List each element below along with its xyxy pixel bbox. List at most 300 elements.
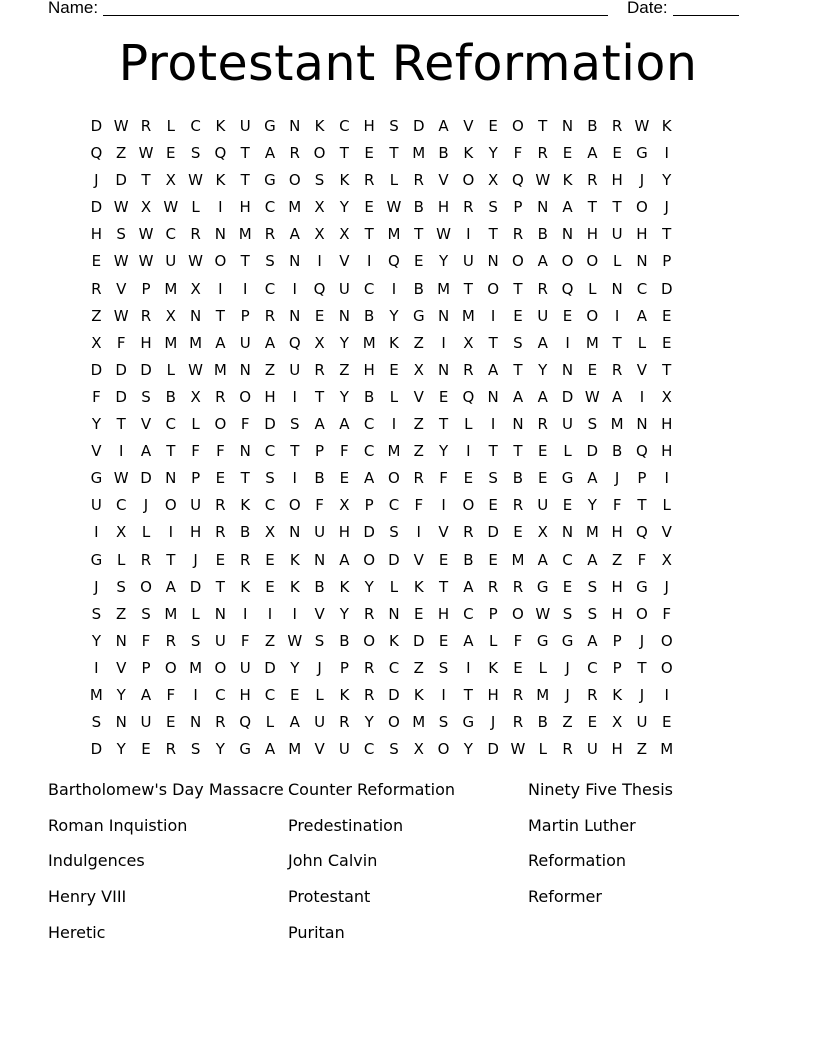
grid-letter: O (512, 252, 524, 271)
grid-letter: H (140, 333, 152, 352)
grid-letter: W (535, 171, 551, 190)
grid-letter: N (115, 713, 127, 732)
grid-letter: G (561, 469, 574, 488)
grid-letter: W (535, 604, 551, 623)
grid-letter: H (586, 225, 598, 244)
grid-letter: B (537, 713, 548, 732)
grid-letter: O (660, 631, 673, 650)
grid-letter: R (413, 171, 424, 190)
grid-letter: O (388, 469, 400, 488)
grid-letter: S (190, 144, 201, 163)
grid-letter: F (166, 685, 176, 704)
grid-letter: E (538, 469, 548, 488)
grid-letter: B (165, 387, 176, 406)
grid-letter: A (438, 117, 449, 135)
grid-letter: R (463, 198, 474, 217)
grid-letter: O (437, 740, 450, 759)
grid-letter: S (562, 604, 573, 623)
grid-letter: F (439, 469, 448, 488)
grid-letter: I (441, 496, 446, 515)
grid-letter: S (438, 713, 449, 732)
grid-letter: R (264, 225, 276, 244)
grid-letter: C (190, 117, 201, 135)
grid-letter: Y (438, 442, 449, 461)
grid-letter: C (264, 198, 276, 217)
grid-letter: I (366, 252, 372, 271)
grid-letter: C (363, 740, 375, 759)
grid-letter: F (141, 631, 151, 650)
grid-letter: Z (562, 713, 573, 732)
grid-letter: Y (364, 577, 374, 596)
letter-grid (84, 113, 734, 763)
grid-letter: H (264, 387, 276, 406)
grid-letter: Z (636, 740, 648, 759)
grid-letter: Y (91, 415, 101, 434)
grid-letter: I (242, 604, 248, 623)
grid-letter: G (636, 577, 648, 596)
grid-letter: U (165, 252, 177, 271)
grid-letter: J (143, 496, 149, 515)
grid-letter: S (314, 171, 325, 190)
grid-letter: W (113, 198, 129, 217)
grid-letter: K (215, 171, 226, 190)
grid-letter: I (292, 604, 297, 623)
grid-letter: E (414, 252, 424, 271)
grid-letter: V (314, 604, 325, 623)
grid-letter: K (389, 631, 399, 650)
grid-letter: M (387, 442, 401, 461)
grid-row (84, 628, 734, 655)
grid-letter: H (611, 171, 623, 190)
word-list-item: Roman Inquistion (48, 815, 188, 835)
grid-letter: O (636, 198, 648, 217)
grid-letter: O (214, 415, 227, 434)
grid-letter: X (314, 225, 325, 244)
grid-letter: K (289, 550, 300, 569)
word-list-item: Protestant (288, 887, 371, 907)
grid-letter: S (190, 740, 201, 759)
grid-letter: W (138, 225, 154, 244)
grid-letter: Y (339, 387, 349, 406)
grid-letter: P (141, 279, 151, 298)
grid-letter: Y (587, 496, 597, 515)
grid-letter: A (587, 631, 598, 650)
grid-letter: O (586, 306, 599, 325)
grid-letter: M (238, 225, 252, 244)
grid-letter: S (190, 631, 201, 650)
grid-letter: S (116, 225, 126, 244)
grid-letter: I (292, 469, 297, 488)
grid-letter: L (563, 442, 572, 461)
grid-letter: M (511, 550, 525, 569)
grid-letter: M (164, 604, 178, 623)
grid-letter: X (91, 333, 102, 352)
grid-row (84, 194, 734, 221)
grid-letter: D (561, 387, 574, 406)
grid-letter: G (264, 117, 276, 135)
grid-letter: N (437, 306, 450, 325)
grid-letter: S (438, 658, 449, 677)
grid-letter: O (462, 171, 475, 190)
word-list-item: Heretic (48, 922, 106, 942)
grid-letter: D (189, 577, 202, 596)
grid-letter: K (488, 658, 499, 677)
grid-letter: S (488, 469, 498, 488)
grid-letter: Y (116, 740, 126, 759)
grid-letter: I (664, 685, 669, 704)
grid-letter: H (611, 740, 623, 759)
word-list-item: Reformer (528, 887, 602, 907)
grid-letter: R (587, 171, 598, 190)
grid-letter: L (389, 387, 399, 406)
grid-letter: W (188, 252, 203, 271)
grid-letter: N (512, 415, 524, 434)
grid-letter: B (611, 442, 623, 461)
grid-letter: E (141, 740, 151, 759)
grid-letter: D (264, 658, 276, 677)
grid-letter: E (265, 550, 275, 569)
grid-letter: M (164, 333, 178, 352)
grid-letter: L (315, 685, 324, 704)
grid-letter: F (315, 496, 324, 515)
grid-letter: V (661, 523, 672, 542)
grid-letter: T (587, 198, 597, 217)
grid-letter: L (166, 360, 175, 379)
grid-letter: E (513, 306, 523, 325)
grid-letter: T (215, 577, 225, 596)
grid-letter: T (116, 415, 126, 434)
grid-letter: C (165, 225, 177, 244)
grid-letter: I (317, 252, 322, 271)
grid-letter: E (389, 360, 399, 379)
grid-letter: J (639, 171, 645, 190)
grid-letter: S (389, 523, 399, 542)
grid-letter: W (113, 306, 129, 325)
grid-letter: J (664, 577, 669, 596)
grid-letter: X (314, 198, 325, 217)
grid-letter: U (289, 360, 301, 379)
grid-letter: A (488, 360, 499, 379)
grid-letter: U (239, 658, 251, 677)
grid-letter: R (140, 306, 152, 325)
grid-letter: N (289, 252, 301, 271)
grid-letter: E (562, 306, 573, 325)
grid-letter: T (513, 360, 523, 379)
grid-letter: N (537, 198, 549, 217)
grid-letter: E (562, 496, 573, 515)
grid-letter: F (340, 442, 349, 461)
grid-letter: W (634, 117, 650, 135)
grid-letter: X (314, 333, 325, 352)
grid-letter: R (363, 685, 375, 704)
grid-letter: R (140, 550, 152, 569)
grid-letter: M (189, 333, 203, 352)
grid-letter: F (612, 496, 622, 515)
grid-letter: Z (413, 658, 424, 677)
grid-letter: R (339, 713, 350, 732)
grid-letter: R (512, 577, 524, 596)
grid-letter: A (636, 306, 648, 325)
grid-letter: W (138, 252, 154, 271)
grid-letter: R (289, 144, 300, 163)
grid-letter: M (288, 198, 302, 217)
grid-letter: H (611, 577, 623, 596)
grid-letter: K (215, 117, 226, 135)
grid-letter: W (436, 225, 451, 244)
grid-letter: E (438, 631, 449, 650)
grid-letter: R (363, 658, 375, 677)
grid-letter: B (537, 225, 548, 244)
grid-letter: T (488, 333, 498, 352)
grid-letter: R (512, 496, 524, 515)
grid-letter: Y (662, 171, 672, 190)
grid-letter: G (412, 306, 425, 325)
grid-letter: D (90, 117, 103, 135)
grid-letter: O (140, 577, 152, 596)
grid-letter: D (115, 171, 127, 190)
grid-row (84, 465, 734, 492)
grid-letter: A (537, 252, 548, 271)
grid-letter: X (116, 523, 127, 542)
grid-letter: B (339, 631, 350, 650)
grid-letter: R (537, 415, 548, 434)
grid-letter: S (488, 198, 498, 217)
grid-letter: V (140, 415, 152, 434)
grid-letter: J (94, 577, 99, 596)
grid-letter: D (388, 685, 400, 704)
grid-letter: H (661, 442, 673, 461)
grid-letter: O (487, 279, 500, 298)
grid-letter: T (314, 387, 325, 406)
grid-letter: R (363, 171, 375, 190)
grid-letter: E (339, 469, 350, 488)
grid-letter: J (317, 658, 322, 677)
grid-letter: A (587, 469, 598, 488)
grid-letter: S (265, 469, 275, 488)
grid-letter: Z (339, 360, 350, 379)
grid-letter: J (664, 198, 669, 217)
grid-letter: Q (288, 333, 301, 352)
grid-letter: P (662, 252, 672, 271)
grid-letter: O (288, 496, 301, 515)
grid-letter: P (315, 442, 325, 461)
grid-letter: K (240, 496, 251, 515)
grid-letter: C (463, 604, 474, 623)
grid-letter: O (636, 604, 648, 623)
grid-letter: A (587, 550, 598, 569)
grid-letter: D (90, 360, 103, 379)
grid-letter: E (661, 306, 672, 325)
grid-letter: D (412, 117, 425, 135)
grid-letter: M (461, 306, 475, 325)
grid-letter: S (116, 577, 126, 596)
grid-letter: X (413, 740, 424, 759)
grid-letter: O (512, 117, 524, 135)
grid-letter: A (463, 577, 474, 596)
grid-letter: L (141, 523, 151, 542)
grid-letter: I (614, 306, 620, 325)
grid-letter: U (462, 252, 474, 271)
grid-letter: A (264, 144, 276, 163)
grid-row (84, 167, 734, 194)
grid-letter: Q (636, 442, 648, 461)
grid-letter: G (636, 144, 648, 163)
grid-letter: U (586, 740, 598, 759)
grid-letter: T (488, 442, 498, 461)
grid-letter: W (386, 198, 402, 217)
grid-letter: N (388, 604, 400, 623)
grid-letter: C (388, 496, 400, 515)
grid-letter: N (487, 387, 499, 406)
grid-letter: T (637, 658, 647, 677)
grid-letter: O (363, 550, 376, 569)
grid-letter: D (388, 550, 400, 569)
grid-letter: F (116, 333, 126, 352)
grid-letter: K (240, 577, 251, 596)
grid-letter: Z (413, 442, 424, 461)
grid-letter: F (240, 631, 250, 650)
grid-letter: P (612, 631, 622, 650)
grid-letter: B (364, 387, 375, 406)
grid-letter: R (463, 360, 474, 379)
grid-letter: P (513, 198, 523, 217)
grid-letter: N (165, 469, 177, 488)
grid-row (84, 113, 734, 140)
grid-letter: M (164, 279, 178, 298)
grid-letter: U (90, 496, 102, 515)
grid-letter: U (190, 496, 202, 515)
grid-letter: I (466, 225, 471, 244)
grid-letter: W (188, 171, 203, 190)
grid-letter: Y (438, 252, 449, 271)
grid-row (84, 384, 734, 411)
grid-letter: N (214, 225, 226, 244)
word-list-item: Puritan (288, 922, 345, 942)
grid-letter: P (637, 469, 647, 488)
grid-letter: M (213, 360, 227, 379)
grid-letter: I (94, 523, 99, 542)
grid-letter: Y (339, 333, 349, 352)
grid-letter: I (193, 685, 198, 704)
grid-letter: D (90, 198, 103, 217)
grid-letter: L (117, 550, 126, 569)
grid-letter: J (565, 658, 570, 677)
grid-letter: N (289, 306, 301, 325)
grid-letter: O (561, 252, 574, 271)
grid-letter: X (339, 496, 350, 515)
grid-letter: R (215, 496, 226, 515)
page-title: Protestant Reformation (118, 35, 698, 92)
grid-letter: T (662, 225, 672, 244)
grid-letter: U (239, 117, 251, 135)
grid-letter: O (214, 252, 227, 271)
grid-letter: R (264, 306, 276, 325)
grid-letter: I (490, 306, 496, 325)
grid-letter: V (438, 171, 449, 190)
grid-letter: W (113, 117, 129, 135)
grid-letter: S (513, 333, 523, 352)
grid-letter: T (240, 171, 250, 190)
grid-letter: K (339, 577, 350, 596)
grid-letter: Z (611, 550, 623, 569)
grid-letter: A (364, 469, 375, 488)
grid-letter: H (363, 360, 375, 379)
grid-letter: E (265, 577, 275, 596)
grid-letter: V (91, 442, 102, 461)
grid-letter: A (165, 577, 176, 596)
grid-letter: Z (91, 306, 102, 325)
grid-letter: N (561, 360, 574, 379)
grid-letter: V (339, 252, 350, 271)
grid-letter: T (141, 171, 151, 190)
grid-letter: E (587, 360, 598, 379)
grid-letter: N (189, 306, 202, 325)
grid-letter: N (561, 225, 574, 244)
grid-letter: R (611, 360, 623, 379)
grid-letter: X (537, 523, 548, 542)
grid-letter: C (587, 658, 598, 677)
grid-letter: I (267, 604, 273, 623)
grid-letter: M (660, 740, 674, 759)
grid-letter: I (218, 279, 223, 298)
grid-letter: W (163, 198, 179, 217)
grid-letter: U (611, 225, 623, 244)
grid-letter: X (190, 387, 201, 406)
grid-letter: E (364, 144, 374, 163)
grid-letter: L (588, 279, 597, 298)
grid-letter: D (363, 523, 375, 542)
grid-letter: Y (116, 685, 126, 704)
grid-letter: A (562, 198, 573, 217)
grid-letter: V (413, 387, 424, 406)
grid-letter: Z (413, 415, 424, 434)
grid-letter: R (611, 117, 623, 135)
grid-letter: A (140, 442, 152, 461)
grid-letter: K (612, 685, 623, 704)
grid-letter: C (115, 496, 127, 515)
grid-letter: A (289, 713, 300, 732)
grid-letter: R (512, 685, 524, 704)
grid-letter: D (487, 740, 499, 759)
date-blank-line (673, 15, 739, 16)
name-label: Name: (48, 0, 99, 17)
grid-row (84, 303, 734, 330)
grid-letter: Z (264, 631, 276, 650)
grid-letter: O (660, 658, 673, 677)
grid-letter: W (510, 740, 526, 759)
grid-letter: X (661, 550, 672, 569)
grid-letter: R (587, 685, 598, 704)
grid-letter: X (611, 713, 623, 732)
grid-letter: U (140, 713, 152, 732)
grid-letter: R (537, 279, 548, 298)
grid-letter: K (562, 171, 573, 190)
grid-letter: S (389, 117, 399, 135)
grid-letter: N (338, 306, 350, 325)
grid-letter: V (314, 740, 325, 759)
grid-letter: A (264, 333, 276, 352)
grid-letter: Y (339, 198, 349, 217)
grid-letter: T (662, 360, 672, 379)
grid-letter: V (636, 360, 648, 379)
grid-letter: L (637, 333, 647, 352)
grid-letter: F (191, 442, 200, 461)
grid-letter: S (141, 387, 151, 406)
grid-letter: Q (462, 387, 475, 406)
grid-letter: A (339, 550, 350, 569)
grid-letter: J (614, 469, 620, 488)
grid-letter: K (339, 685, 350, 704)
